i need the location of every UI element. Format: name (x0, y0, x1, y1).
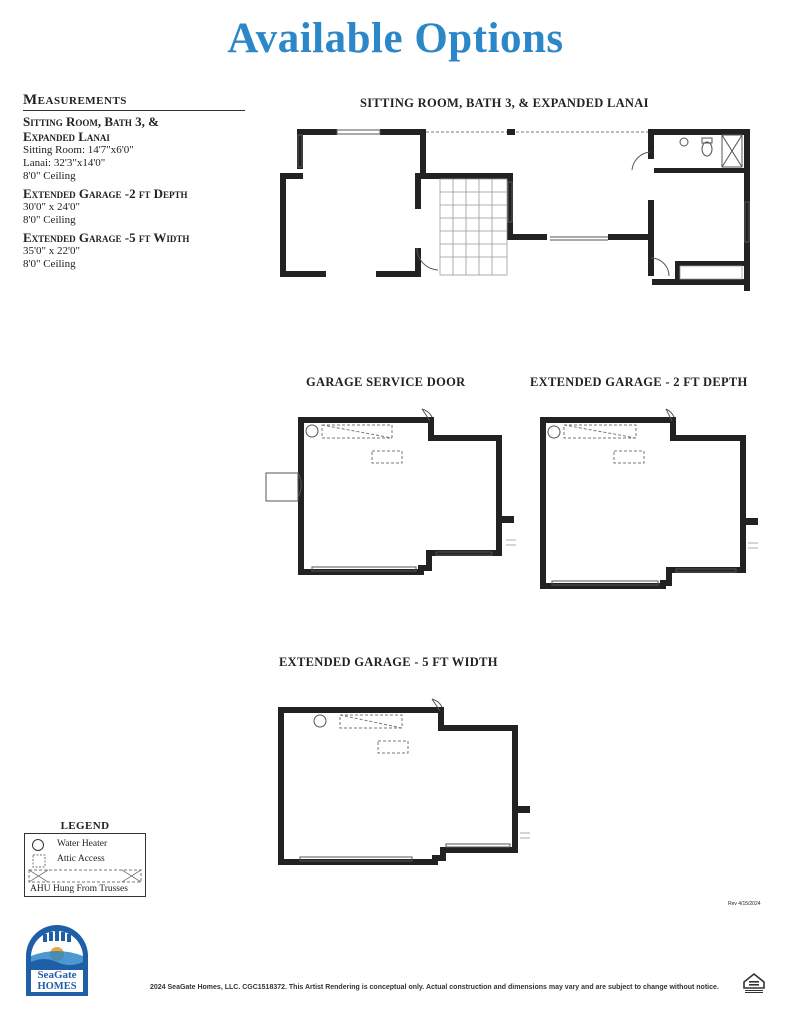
svg-text:HOMES: HOMES (37, 981, 77, 992)
legend-title: LEGEND (60, 820, 110, 832)
measurement-line: 8'0" Ceiling (23, 214, 76, 226)
seagate-homes-logo-icon (22, 922, 92, 998)
plan-title-extended-depth: EXTENDED GARAGE - 2 FT DEPTH (530, 375, 748, 389)
measurements-panel (23, 92, 245, 271)
measurement-line: Sitting Room: 14'7"x6'0" (23, 144, 134, 156)
measurement-group-depth (23, 186, 245, 227)
equal-housing-icon (742, 972, 766, 999)
measurement-group-width (23, 230, 245, 271)
legend (24, 820, 146, 897)
measurements-heading: Measurements (23, 92, 245, 111)
sitting-room-floor-plan (270, 120, 760, 300)
extended-garage-width-plan (270, 695, 540, 875)
ahu-icon (28, 869, 142, 883)
legend-ahu: AHU Hung From Trusses (30, 884, 128, 894)
legend-box (24, 833, 146, 897)
measurement-line: 8'0" Ceiling (23, 258, 76, 270)
measurement-group-title: Expanded Lanai (23, 129, 110, 144)
seagate-homes-logo (22, 922, 92, 1003)
legend-water-heater: Water Heater (57, 839, 108, 849)
revision-note: Rev 4/15/2024 (728, 901, 761, 907)
legend-attic-access: Attic Access (57, 854, 105, 864)
extended-garage-depth-plan (530, 405, 770, 595)
plan-title-extended-width: EXTENDED GARAGE - 5 FT WIDTH (279, 655, 498, 669)
measurement-line: 30'0" x 24'0" (23, 201, 80, 213)
measurement-line: 35'0" x 22'0" (23, 245, 80, 257)
plan-title-service-door: GARAGE SERVICE DOOR (306, 375, 466, 389)
measurement-group-title: Sitting Room, Bath 3, & (23, 114, 159, 129)
measurement-line: Lanai: 32'3"x14'0" (23, 157, 106, 169)
attic-access-icon (32, 854, 46, 868)
page-title: Available Options (227, 15, 564, 62)
measurement-line: 8'0" Ceiling (23, 170, 76, 182)
measurement-group-sitting (23, 114, 245, 183)
svg-text:SeaGate: SeaGate (37, 969, 77, 981)
water-heater-icon (31, 838, 45, 852)
plan-title-sitting-room: SITTING ROOM, BATH 3, & EXPANDED LANAI (360, 96, 649, 110)
measurement-group-title: Extended Garage -5 ft Width (23, 230, 190, 245)
water-heater-icon (306, 425, 318, 437)
footer-disclaimer: 2024 SeaGate Homes, LLC. CGC1518372. This Artist Rendering is conceptual only. Actual construction and dimensions may vary and are subject to change without notice. (150, 984, 719, 991)
garage-service-door-plan (262, 405, 522, 585)
attic-access-icon (372, 451, 402, 463)
measurement-group-title: Extended Garage -2 ft Depth (23, 186, 188, 201)
